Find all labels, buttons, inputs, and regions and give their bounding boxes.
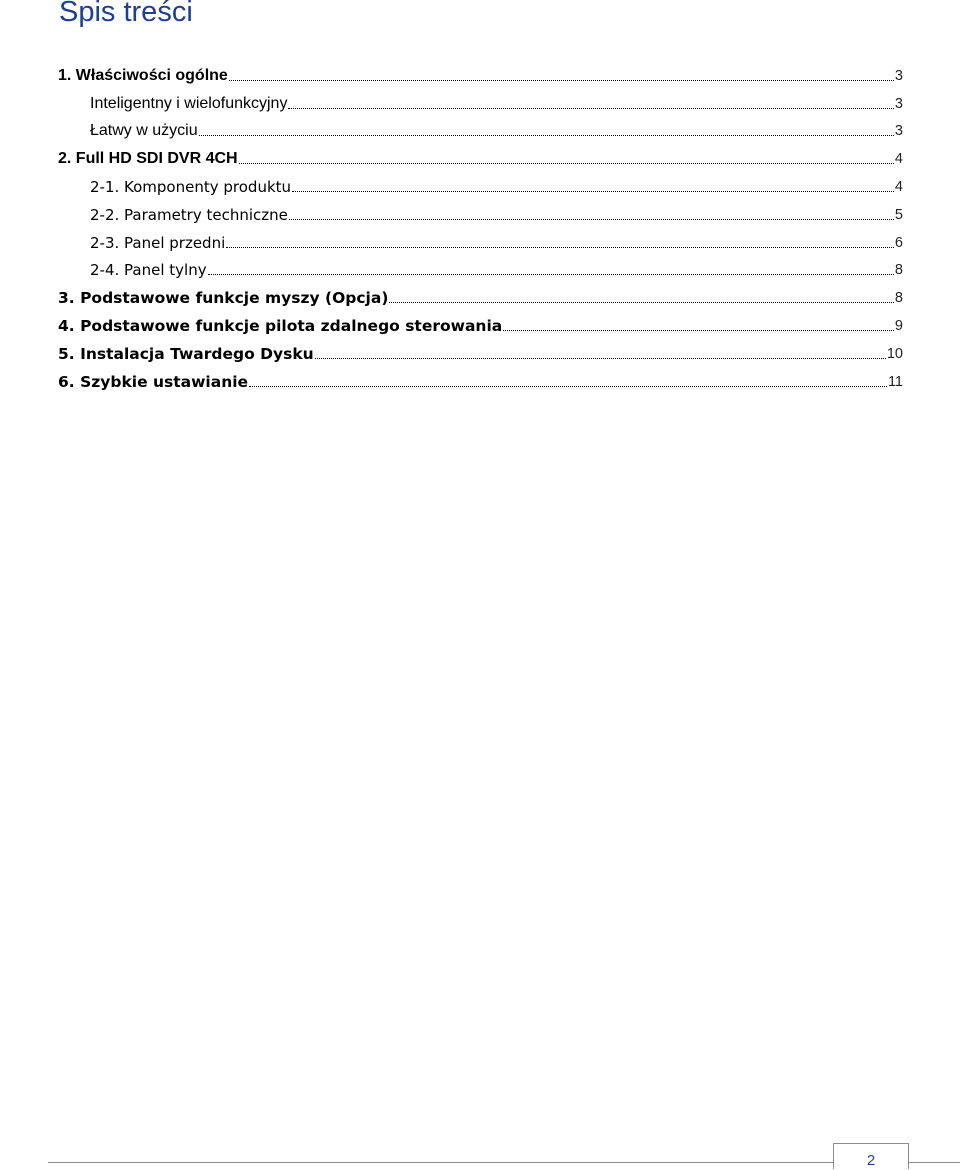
toc-dot-leader (288, 108, 893, 109)
toc-entry-title: 1. Właściwości ogólne (58, 66, 228, 84)
toc-dot-leader (292, 191, 894, 192)
toc-entry[interactable] (58, 141, 903, 169)
toc-entry[interactable] (58, 169, 903, 197)
table-of-contents (58, 58, 903, 392)
toc-entry-page: 6 (894, 234, 903, 251)
toc-entry-page: 3 (894, 123, 903, 140)
toc-entry-page: 10 (886, 345, 903, 362)
toc-dot-leader (503, 330, 894, 331)
toc-entry[interactable] (58, 364, 903, 392)
toc-dot-leader (389, 302, 894, 303)
toc-entry[interactable] (58, 280, 903, 308)
toc-entry-page: 8 (894, 290, 903, 307)
toc-entry-page: 3 (894, 95, 903, 112)
toc-dot-leader (208, 274, 894, 275)
toc-entry-page: 8 (894, 262, 903, 279)
toc-entry-page: 4 (894, 178, 903, 195)
page-number: 2 (866, 1152, 876, 1169)
toc-dot-leader (229, 80, 894, 81)
page-number-box (833, 1143, 909, 1169)
toc-entry-title: Inteligentny i wielofunkcyjny (90, 94, 288, 112)
toc-entry-title: 5. Instalacja Twardego Dysku (58, 344, 314, 363)
toc-dot-leader (249, 386, 887, 387)
toc-entry-title: Łatwy w użyciu (90, 122, 198, 140)
toc-entry[interactable] (58, 336, 903, 364)
toc-entry-title: 2-1. Komponenty produktu (90, 177, 292, 196)
toc-entry-title: 2-4. Panel tylny (90, 261, 207, 280)
toc-entry-title: 2-2. Parametry techniczne (90, 205, 288, 224)
page-title: Spis treści (59, 0, 193, 28)
toc-entry[interactable] (58, 197, 903, 225)
toc-entry[interactable] (58, 58, 903, 86)
toc-entry-title: 3. Podstawowe funkcje myszy (Opcja) (58, 289, 389, 308)
toc-dot-leader (199, 135, 894, 136)
toc-entry[interactable] (58, 225, 903, 253)
toc-dot-leader (226, 247, 894, 248)
toc-dot-leader (315, 358, 886, 359)
toc-entry-page: 9 (894, 317, 903, 334)
toc-entry[interactable] (58, 308, 903, 336)
toc-entry[interactable] (58, 86, 903, 114)
toc-entry-title: 4. Podstawowe funkcje pilota zdalnego sterowania (58, 316, 503, 335)
footer-rule (48, 1162, 960, 1163)
toc-entry-page: 5 (894, 206, 903, 223)
toc-entry-page: 4 (894, 151, 903, 168)
toc-entry-page: 11 (887, 373, 903, 390)
toc-dot-leader (289, 219, 894, 220)
toc-entry-title: 2-3. Panel przedni (90, 233, 226, 252)
toc-dot-leader (239, 163, 894, 164)
toc-entry[interactable] (58, 114, 903, 142)
toc-entry[interactable] (58, 253, 903, 281)
toc-entry-page: 3 (894, 67, 903, 84)
toc-entry-title: 6. Szybkie ustawianie (58, 372, 249, 391)
toc-entry-title: 2. Full HD SDI DVR 4CH (58, 150, 238, 168)
